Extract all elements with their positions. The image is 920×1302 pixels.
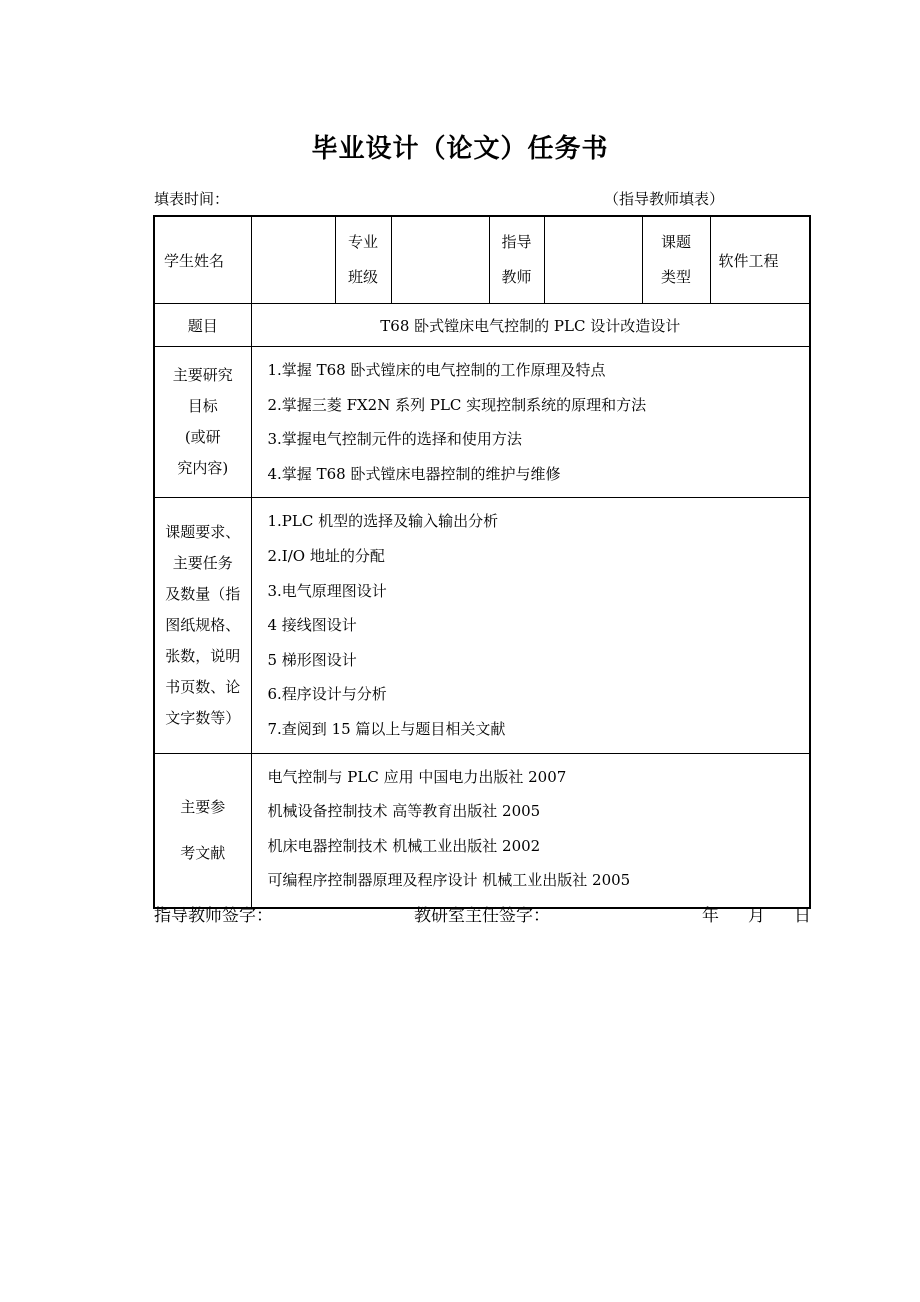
- requirement-item: 6.程序设计与分析: [267, 685, 387, 704]
- date-month-label: 月: [748, 906, 765, 926]
- fill-time-label: 填表时间：: [154, 190, 230, 208]
- references-label-cell: [154, 753, 251, 908]
- reference-item: 机械设备控制技术 高等教育出版社 2005: [267, 802, 541, 821]
- date-day-label: 日: [794, 906, 811, 926]
- advisor-signature-label: 指导教师签字：: [154, 906, 273, 926]
- research-goals-label-cell: [154, 347, 251, 498]
- major-label: 专业: [347, 233, 378, 251]
- references-label-line1: 主要参: [180, 798, 226, 817]
- requirements-content[interactable]: [251, 498, 810, 753]
- requirements-label-line: 主要任务: [172, 553, 233, 572]
- research-goals-content[interactable]: [251, 347, 810, 498]
- requirements-label-line: 书页数、论: [165, 677, 241, 696]
- advisor-value-cell[interactable]: [544, 216, 642, 304]
- class-label: 班级: [347, 268, 378, 286]
- topic-row: [154, 304, 810, 347]
- topic-type-value: 软件工程: [718, 251, 779, 270]
- references-content[interactable]: [251, 753, 810, 908]
- major-class-label-cell: [335, 216, 391, 304]
- requirement-item: 3.电气原理图设计: [267, 581, 387, 600]
- requirements-label-line: 图纸规格、: [165, 615, 241, 634]
- requirement-item: 2.I/O 地址的分配: [267, 546, 385, 565]
- goals-label-line2: 目标: [187, 397, 218, 416]
- major-class-value-cell[interactable]: [391, 216, 489, 304]
- requirement-item: 7.查阅到 15 篇以上与题目相关文献: [267, 719, 506, 738]
- requirements-label-line: 及数量（指: [165, 584, 241, 603]
- student-name-value-cell[interactable]: [251, 216, 335, 304]
- goals-label-line4: 究内容): [177, 459, 229, 478]
- goal-item: 4.掌握 T68 卧式镗床电器控制的维护与维修: [267, 464, 561, 483]
- date-year-label: 年: [702, 906, 719, 926]
- requirements-label-line: 课题要求、: [165, 522, 241, 541]
- document-title: 毕业设计（论文）任务书: [311, 134, 609, 164]
- requirement-item: 5 梯形图设计: [267, 650, 357, 669]
- requirements-row: [154, 498, 810, 753]
- topic-label-cell: [154, 304, 251, 347]
- goal-item: 2.掌握三菱 FX2N 系列 PLC 实现控制系统的原理和方法: [267, 395, 647, 414]
- goals-label-line3: (或研: [184, 428, 221, 447]
- advisor-label-cell: [489, 216, 544, 304]
- topic-type-label-cell: [642, 216, 710, 304]
- topic-value-cell[interactable]: [251, 304, 810, 347]
- student-name-label-cell: [154, 216, 251, 304]
- advisor-label-line2: 教师: [501, 268, 532, 286]
- references-label-line2: 考文献: [180, 844, 226, 863]
- topic-type-label-line2: 类型: [660, 268, 691, 286]
- requirements-label-line: 张数，说明: [165, 646, 241, 665]
- goals-label-line1: 主要研究: [172, 366, 233, 385]
- topic-type-value-cell[interactable]: [710, 216, 810, 304]
- student-name-label: 学生姓名: [164, 251, 225, 270]
- student-info-row: [154, 216, 810, 304]
- fill-by-note: （指导教师填表）: [603, 190, 724, 208]
- references-row: [154, 753, 810, 908]
- topic-label: 题目: [187, 316, 218, 335]
- requirements-label-line: 文字数等）: [165, 708, 241, 727]
- goal-item: 1.掌握 T68 卧式镗床的电气控制的工作原理及特点: [267, 361, 606, 379]
- reference-item: 可编程序控制器原理及程序设计 机械工业出版社 2005: [267, 871, 631, 890]
- advisor-label-line1: 指导: [501, 233, 532, 251]
- task-form-table: [153, 215, 811, 909]
- topic-type-label-line1: 课题: [660, 233, 691, 251]
- reference-item: 电气控制与 PLC 应用 中国电力出版社 2007: [267, 767, 567, 786]
- goal-item: 3.掌握电气控制元件的选择和使用方法: [267, 430, 522, 449]
- requirement-item: 4 接线图设计: [267, 616, 357, 635]
- research-goals-row: [154, 347, 810, 498]
- requirement-item: 1.PLC 机型的选择及输入输出分析: [267, 512, 499, 531]
- topic-value: T68 卧式镗床电气控制的 PLC 设计改造设计: [380, 316, 681, 335]
- reference-item: 机床电器控制技术 机械工业出版社 2002: [267, 836, 541, 855]
- requirements-label-cell: [154, 498, 251, 753]
- director-signature-label: 教研室主任签字：: [414, 906, 550, 926]
